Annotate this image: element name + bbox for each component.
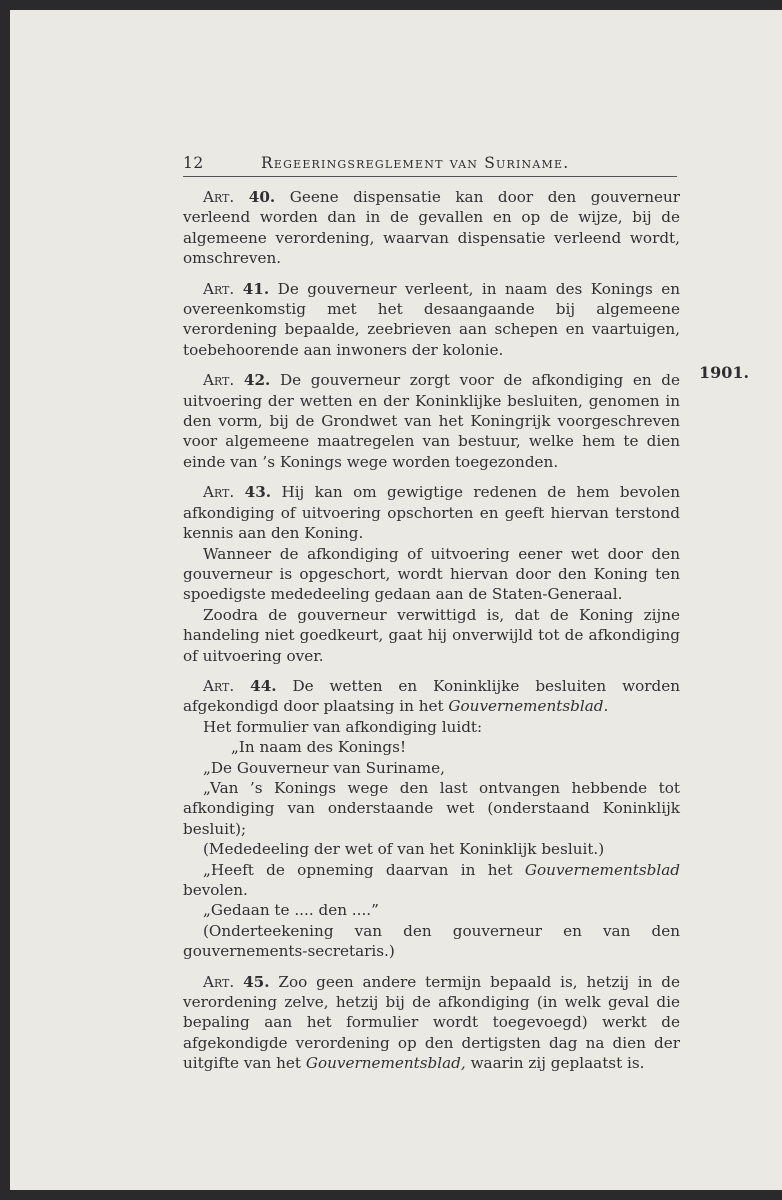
article-text: De gouverneur verleent, in naam des Konings en overeenkomstig met het desaangaande bij algemeene verordening bepaalde, zeebrieven aan schepen en vaartuigen, toebehoorende aan inwoners der kolonie. [183, 279, 681, 359]
article-41 [183, 279, 680, 361]
article-number: 40. [248, 188, 276, 206]
page-number: 12 [183, 154, 204, 172]
article-43-paragraph-3: Zoodra de gouverneur verwittigd is, dat de Koning zijne handeling niet goedkeurt, gaat hij onverwijld tot de afkondiging of uitvoering over. [183, 605, 680, 665]
article-label: Art. [203, 972, 235, 991]
formula-line-3: „Van ’s Konings wege den last ontvangen hebbende tot afkondiging van onderstaande wet (onderstaand Koninklijk besluit); [183, 778, 680, 838]
header-title: Regeeringsreglement van Suriname. [261, 154, 570, 172]
article-42 [183, 370, 680, 472]
article-40 [183, 187, 680, 269]
formula-intro: Het formulier van afkondiging luidt: [203, 717, 483, 736]
article-text: De wetten en Koninklijke besluiten worden afgekondigd door plaatsing in het [183, 676, 680, 716]
article-number: 43. [244, 483, 272, 502]
margin-note-year: 1901. [699, 363, 750, 382]
running-header [183, 152, 677, 177]
formula-line-2: „De Gouverneur van Suriname, [203, 758, 445, 777]
article-number: 44. [250, 676, 277, 695]
article-label: Art. [203, 371, 235, 390]
article-label: Art. [203, 188, 235, 206]
article-text: Geene dispensatie kan door den gouverneur verleend worden dan in de gevallen en op de wijze, bij de algemeene verordening, waarvan dispensatie verleend wordt, omschreven. [183, 188, 681, 268]
article-number: 45. [243, 972, 270, 991]
article-label: Art. [203, 676, 235, 695]
italic-term: Gouvernementsblad, [305, 1054, 466, 1073]
article-label: Art. [203, 483, 235, 502]
article-43 [183, 482, 680, 543]
article-text: De gouverneur zorgt voor de afkondiging en de uitvoering der wetten en der Koninklijke besluiten, genomen in den vorm, bij de Grondwet van het Koningrijk voorgeschreven voor algemeene maatregelen van bestuur, welke hem te dien einde van ’s Konings wege worden toegezonden. [183, 371, 681, 471]
article-number: 41. [242, 279, 270, 298]
formula-line-7: (Onderteekening van den gouverneur en van den gouvernements-secretaris.) [183, 921, 680, 961]
italic-term: Gouvernementsblad [524, 860, 680, 879]
article-45 [183, 972, 680, 1074]
article-44 [183, 676, 680, 717]
formula-text: „Heeft de opneming daarvan in het [203, 860, 513, 879]
article-text: waarin zij geplaatst is. [470, 1054, 645, 1073]
formula-line-4: (Mededeeling der wet of van het Koninklijk besluit.) [203, 840, 605, 859]
article-label: Art. [203, 279, 235, 298]
article-number: 42. [243, 371, 271, 390]
article-text: Hij kan om gewigtige redenen de hem bevolen afkondiging of uitvoering opschorten en geeft hiervan terstond kennis aan den Koning. [183, 483, 680, 543]
formula-text: bevolen. [183, 881, 248, 899]
italic-term: Gouvernementsblad. [448, 697, 609, 716]
formula-line-1: „In naam des Konings! [231, 738, 407, 757]
formula-line-5 [183, 860, 680, 901]
article-43-paragraph-2: Wanneer de afkondiging of uitvoering eener wet door den gouverneur is opgeschort, wordt hiervan door den Koning ten spoedigste mededeeling gedaan aan de Staten-Generaal. [183, 544, 680, 604]
body-text [183, 187, 680, 1074]
article-text: Zoo geen andere termijn bepaald is, hetzij in de verordening zelve, hetzij bij de afkondiging (in welk geval die bepaling aan het formulier wordt toegevoegd) werkt de afgekondigde verordening op den dertigsten dag na dien der uitgifte van het [183, 972, 680, 1073]
formula-line-6: „Gedaan te .... den ....” [203, 901, 379, 920]
